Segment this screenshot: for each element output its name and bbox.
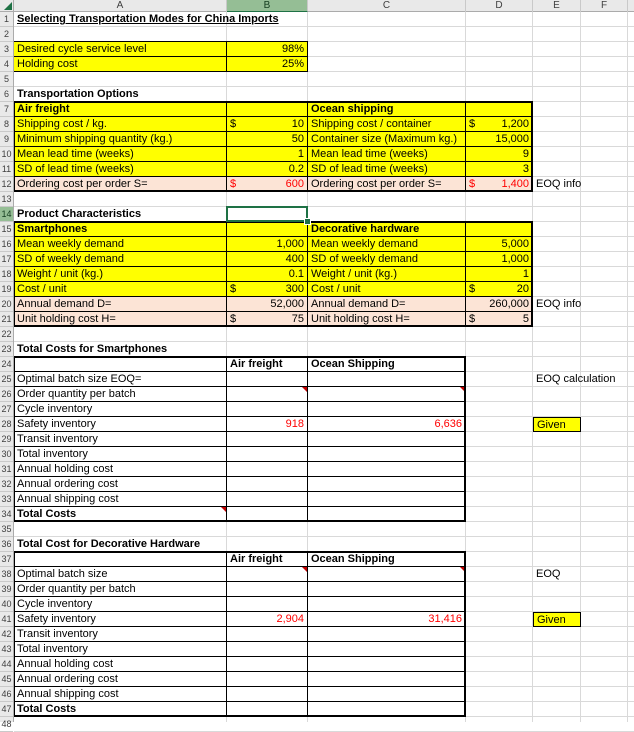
cell-text: Total inventory: [17, 643, 88, 655]
cell-A25[interactable]: [14, 372, 227, 387]
cell-C10[interactable]: [308, 147, 466, 162]
cell-text: Safety inventory: [17, 418, 96, 430]
cell-text: Annual demand D=: [311, 298, 406, 310]
cell-A23[interactable]: [14, 342, 227, 357]
row-header-7[interactable]: 7: [0, 102, 13, 117]
currency-symbol-icon: $: [469, 313, 476, 325]
cell-C20[interactable]: [308, 297, 466, 312]
row-header-24[interactable]: 24: [0, 357, 13, 372]
cell-text: Desired cycle service level: [17, 43, 147, 55]
cell-B44[interactable]: [227, 657, 308, 672]
cell-text: 3: [522, 163, 529, 175]
cell-C19[interactable]: [308, 282, 466, 297]
column-header-A[interactable]: A: [14, 0, 227, 12]
cell-text: Air freight: [17, 103, 70, 115]
cell-text: Shipping cost / container: [311, 118, 432, 130]
cell-B24[interactable]: [227, 357, 308, 372]
cell-text: 25%: [281, 58, 304, 70]
row-header-46[interactable]: 46: [0, 687, 13, 702]
cell-B37[interactable]: [227, 552, 308, 567]
cell-B4[interactable]: [227, 57, 308, 72]
cell-E20[interactable]: [533, 297, 581, 312]
cell-C33[interactable]: [308, 492, 466, 507]
cell-E25[interactable]: [533, 372, 616, 387]
selection-box: [226, 206, 308, 222]
cell-text: 52,000: [270, 298, 304, 310]
cell-E41[interactable]: [533, 612, 581, 627]
cell-text: Optimal batch size EOQ=: [17, 373, 142, 385]
cell-C16[interactable]: [308, 237, 466, 252]
cell-A37[interactable]: [14, 552, 227, 567]
cell-C7[interactable]: [308, 102, 466, 117]
cell-text: Unit holding cost H=: [311, 313, 410, 325]
cell-A17[interactable]: [14, 252, 227, 267]
cell-B8[interactable]: [227, 117, 308, 132]
row-header-2[interactable]: 2: [0, 27, 13, 42]
cell-A38[interactable]: [14, 567, 227, 582]
row-header-1[interactable]: 1: [0, 12, 13, 27]
cell-B34[interactable]: [227, 507, 308, 522]
cell-text: Given: [537, 419, 566, 431]
cell-text: Cost / unit: [17, 283, 67, 295]
comment-indicator-icon: [302, 387, 307, 392]
cell-text: Cycle inventory: [17, 598, 93, 610]
row-header-43[interactable]: 43: [0, 642, 13, 657]
cell-B7[interactable]: [227, 102, 308, 117]
column-header-C[interactable]: C: [308, 0, 466, 12]
row-header-17[interactable]: 17: [0, 252, 13, 267]
cell-text: 260,000: [489, 298, 529, 310]
cell-C32[interactable]: [308, 477, 466, 492]
cell-text: Ordering cost per order S=: [17, 178, 148, 190]
cell-text: 1: [522, 268, 529, 280]
cell-text: 1,000: [501, 253, 529, 265]
currency-symbol-icon: $: [230, 118, 237, 130]
row-header-11[interactable]: 11: [0, 162, 13, 177]
cell-E38[interactable]: [533, 567, 581, 582]
cell-text: Product Characteristics: [17, 208, 142, 220]
cell-text: Total Cost for Decorative Hardware: [17, 538, 201, 550]
cell-B16[interactable]: [227, 237, 308, 252]
row-header-40[interactable]: 40: [0, 597, 13, 612]
cell-text: Total Costs for Smartphones: [17, 343, 168, 355]
cell-A36[interactable]: [14, 537, 227, 552]
cell-C15[interactable]: [308, 222, 466, 237]
cell-D12[interactable]: [466, 177, 533, 192]
cell-D18[interactable]: [466, 267, 533, 282]
row-header-9[interactable]: 9: [0, 132, 13, 147]
cell-text: Weight / unit (kg.): [311, 268, 397, 280]
cell-text: Selecting Transportation Modes for China Imports: [17, 13, 279, 25]
cell-C26[interactable]: [308, 387, 466, 402]
cell-text: SD of lead time (weeks): [311, 163, 428, 175]
cell-A1[interactable]: [14, 12, 279, 27]
cell-C45[interactable]: [308, 672, 466, 687]
currency-symbol-icon: $: [230, 283, 237, 295]
cell-text: Decorative hardware: [311, 223, 420, 235]
cell-A19[interactable]: [14, 282, 227, 297]
cell-B41[interactable]: [227, 612, 308, 627]
row-header-29[interactable]: 29: [0, 432, 13, 447]
cell-A24[interactable]: [14, 357, 227, 372]
cell-A27[interactable]: [14, 402, 227, 417]
cell-text: Container size (Maximum kg.): [311, 133, 458, 145]
row-header-19[interactable]: 19: [0, 282, 13, 297]
cell-A20[interactable]: [14, 297, 227, 312]
row-header-27[interactable]: 27: [0, 402, 13, 417]
cell-text: 9: [522, 148, 529, 160]
cell-B31[interactable]: [227, 462, 308, 477]
cell-C34[interactable]: [308, 507, 466, 522]
column-header-E[interactable]: E: [533, 0, 581, 12]
row-header-38[interactable]: 38: [0, 567, 13, 582]
cell-D11[interactable]: [466, 162, 533, 177]
cell-C17[interactable]: [308, 252, 466, 267]
cell-text: EOQ: [536, 568, 561, 580]
cell-C24[interactable]: [308, 357, 466, 372]
cell-B45[interactable]: [227, 672, 308, 687]
cell-A39[interactable]: [14, 582, 227, 597]
cell-B27[interactable]: [227, 402, 308, 417]
row-header-3[interactable]: 3: [0, 42, 13, 57]
cell-B28[interactable]: [227, 417, 308, 432]
cell-B18[interactable]: [227, 267, 308, 282]
cell-value: 1,400: [501, 178, 529, 190]
row-header-21[interactable]: 21: [0, 312, 13, 327]
cell-D21[interactable]: [466, 312, 533, 327]
row-header-44[interactable]: 44: [0, 657, 13, 672]
cell-C21[interactable]: [308, 312, 466, 327]
row-header-5[interactable]: 5: [0, 72, 13, 87]
cell-A3[interactable]: [14, 42, 227, 57]
cell-text: Annual ordering cost: [17, 673, 118, 685]
cell-A43[interactable]: [14, 642, 227, 657]
cell-C25[interactable]: [308, 372, 466, 387]
cell-A32[interactable]: [14, 477, 227, 492]
row-header-22[interactable]: 22: [0, 327, 13, 342]
cell-text: Annual shipping cost: [17, 493, 119, 505]
row-header-4[interactable]: 4: [0, 57, 13, 72]
row-header-32[interactable]: 32: [0, 477, 13, 492]
cell-C18[interactable]: [308, 267, 466, 282]
cell-B3[interactable]: [227, 42, 308, 57]
cell-text: Mean lead time (weeks): [311, 148, 428, 160]
row-header-26[interactable]: 26: [0, 387, 13, 402]
cell-text: 2,904: [276, 613, 304, 625]
cell-A42[interactable]: [14, 627, 227, 642]
currency-symbol-icon: $: [469, 118, 476, 130]
gridline: [627, 12, 628, 722]
cell-B12[interactable]: [227, 177, 308, 192]
cell-text: 1,000: [276, 238, 304, 250]
cell-A12[interactable]: [14, 177, 227, 192]
row-header-23[interactable]: 23: [0, 342, 13, 357]
cell-C31[interactable]: [308, 462, 466, 477]
row-header-30[interactable]: 30: [0, 447, 13, 462]
row-header-33[interactable]: 33: [0, 492, 13, 507]
cell-value: 20: [516, 283, 529, 295]
cell-C27[interactable]: [308, 402, 466, 417]
row-header-16[interactable]: 16: [0, 237, 13, 252]
row-header-15[interactable]: 15: [0, 222, 13, 237]
row-header-6[interactable]: 6: [0, 87, 13, 102]
cell-D7[interactable]: [466, 102, 533, 117]
cell-A7[interactable]: [14, 102, 227, 117]
row-header-34[interactable]: 34: [0, 507, 13, 522]
cell-C47[interactable]: [308, 702, 466, 717]
row-header-10[interactable]: 10: [0, 147, 13, 162]
cell-A9[interactable]: [14, 132, 227, 147]
cell-B20[interactable]: [227, 297, 308, 312]
cell-A21[interactable]: [14, 312, 227, 327]
cell-text: Transportation Options: [17, 88, 139, 100]
cell-text: Mean weekly demand: [17, 238, 125, 250]
cell-B17[interactable]: [227, 252, 308, 267]
cell-C46[interactable]: [308, 687, 466, 702]
cell-A8[interactable]: [14, 117, 227, 132]
cell-B43[interactable]: [227, 642, 308, 657]
cell-A40[interactable]: [14, 597, 227, 612]
cell-B32[interactable]: [227, 477, 308, 492]
row-header-37[interactable]: 37: [0, 552, 13, 567]
cell-text: Air freight: [230, 358, 283, 370]
select-all-triangle-icon: [4, 2, 12, 10]
cell-A31[interactable]: [14, 462, 227, 477]
cell-A26[interactable]: [14, 387, 227, 402]
cell-C41[interactable]: [308, 612, 466, 627]
cell-C37[interactable]: [308, 552, 466, 567]
cell-A44[interactable]: [14, 657, 227, 672]
cell-text: Cycle inventory: [17, 403, 93, 415]
cell-A41[interactable]: [14, 612, 227, 627]
cell-D17[interactable]: [466, 252, 533, 267]
cell-text: Mean weekly demand: [311, 238, 419, 250]
cell-A47[interactable]: [14, 702, 227, 717]
cell-D16[interactable]: [466, 237, 533, 252]
cell-A18[interactable]: [14, 267, 227, 282]
column-header-B[interactable]: B: [227, 0, 308, 12]
cell-A33[interactable]: [14, 492, 227, 507]
cell-text: 0.1: [288, 268, 304, 280]
cell-C39[interactable]: [308, 582, 466, 597]
cell-text: Optimal batch size: [17, 568, 108, 580]
cell-text: Annual demand D=: [17, 298, 112, 310]
column-header-D[interactable]: D: [466, 0, 533, 12]
cell-B33[interactable]: [227, 492, 308, 507]
cell-text: Total Costs: [17, 703, 77, 715]
cell-text: EOQ info: [536, 178, 582, 190]
cell-text: Weight / unit (kg.): [17, 268, 103, 280]
cell-text: Cost / unit: [311, 283, 361, 295]
cell-B40[interactable]: [227, 597, 308, 612]
cell-C28[interactable]: [308, 417, 466, 432]
cell-text: Ocean shipping: [311, 103, 394, 115]
cell-C44[interactable]: [308, 657, 466, 672]
cell-A30[interactable]: [14, 447, 227, 462]
cell-text: Ocean Shipping: [311, 358, 395, 370]
cell-text: Total Costs: [17, 508, 77, 520]
cell-B42[interactable]: [227, 627, 308, 642]
cell-C12[interactable]: [308, 177, 466, 192]
cell-text: 5,000: [501, 238, 529, 250]
row-header-35[interactable]: 35: [0, 522, 13, 537]
cell-text: Smartphones: [17, 223, 88, 235]
cell-C30[interactable]: [308, 447, 466, 462]
cell-B15[interactable]: [227, 222, 308, 237]
row-header-18[interactable]: 18: [0, 267, 13, 282]
cell-B47[interactable]: [227, 702, 308, 717]
cell-text: Annual ordering cost: [17, 478, 118, 490]
row-header-12[interactable]: 12: [0, 177, 13, 192]
cell-text: Holding cost: [17, 58, 78, 70]
cell-text: Annual shipping cost: [17, 688, 119, 700]
cell-text: EOQ calculation: [536, 373, 616, 385]
cell-text: 50: [291, 133, 304, 145]
cell-text: Shipping cost / kg.: [17, 118, 107, 130]
cell-text: Safety inventory: [17, 613, 96, 625]
currency-symbol-icon: $: [230, 313, 237, 325]
fill-handle[interactable]: [304, 218, 311, 225]
cell-C11[interactable]: [308, 162, 466, 177]
cell-text: 6,636: [434, 418, 462, 430]
cell-text: Ordering cost per order S=: [311, 178, 442, 190]
cell-text: Order quantity per batch: [17, 388, 136, 400]
cell-A14[interactable]: [14, 207, 227, 222]
row-header-41[interactable]: 41: [0, 612, 13, 627]
cell-C8[interactable]: [308, 117, 466, 132]
cell-value: 5: [522, 313, 529, 325]
cell-text: SD of weekly demand: [311, 253, 418, 265]
cell-text: 15,000: [495, 133, 529, 145]
cell-A15[interactable]: [14, 222, 227, 237]
row-header-39[interactable]: 39: [0, 582, 13, 597]
row-header-45[interactable]: 45: [0, 672, 13, 687]
cell-C38[interactable]: [308, 567, 466, 582]
cell-B29[interactable]: [227, 432, 308, 447]
row-header-28[interactable]: 28: [0, 417, 13, 432]
cell-text: Transit inventory: [17, 433, 98, 445]
row-header-25[interactable]: 25: [0, 372, 13, 387]
cell-D15[interactable]: [466, 222, 533, 237]
cell-value: 1,200: [501, 118, 529, 130]
cell-B46[interactable]: [227, 687, 308, 702]
cell-A34[interactable]: [14, 507, 227, 522]
cell-text: Order quantity per batch: [17, 583, 136, 595]
cell-value: 75: [291, 313, 304, 325]
cell-D8[interactable]: [466, 117, 533, 132]
cell-text: 918: [285, 418, 304, 430]
cell-A6[interactable]: [14, 87, 227, 102]
cell-C40[interactable]: [308, 597, 466, 612]
cell-text: Given: [537, 614, 566, 626]
row-headers: [0, 12, 14, 729]
cell-text: Air freight: [230, 553, 283, 565]
cell-text: 400: [285, 253, 304, 265]
row-header-13[interactable]: 13: [0, 192, 13, 207]
comment-indicator-icon: [221, 507, 226, 512]
cell-B38[interactable]: [227, 567, 308, 582]
cell-C43[interactable]: [308, 642, 466, 657]
currency-symbol-icon: $: [230, 178, 237, 190]
cell-B11[interactable]: [227, 162, 308, 177]
cell-D19[interactable]: [466, 282, 533, 297]
cell-text: 31,416: [428, 613, 462, 625]
row-header-8[interactable]: 8: [0, 117, 13, 132]
cell-text: Transit inventory: [17, 628, 98, 640]
cell-B30[interactable]: [227, 447, 308, 462]
cell-B39[interactable]: [227, 582, 308, 597]
cell-E12[interactable]: [533, 177, 581, 192]
row-header-14[interactable]: 14: [0, 207, 13, 222]
currency-symbol-icon: $: [469, 178, 476, 190]
cell-text: Minimum shipping quantity (kg.): [17, 133, 173, 145]
row-header-36[interactable]: 36: [0, 537, 13, 552]
cell-text: Ocean Shipping: [311, 553, 395, 565]
cell-text: 98%: [281, 43, 304, 55]
cell-B21[interactable]: [227, 312, 308, 327]
cell-D9[interactable]: [466, 132, 533, 147]
cell-A4[interactable]: [14, 57, 227, 72]
cell-A45[interactable]: [14, 672, 227, 687]
cell-C42[interactable]: [308, 627, 466, 642]
comment-indicator-icon: [460, 567, 465, 572]
row-header-47[interactable]: 47: [0, 702, 13, 717]
cell-B19[interactable]: [227, 282, 308, 297]
cell-A10[interactable]: [14, 147, 227, 162]
cell-A11[interactable]: [14, 162, 227, 177]
cell-C29[interactable]: [308, 432, 466, 447]
cell-text: 0.2: [288, 163, 304, 175]
select-all-corner[interactable]: [0, 0, 14, 12]
cell-text: Unit holding cost H=: [17, 313, 116, 325]
cell-C9[interactable]: [308, 132, 466, 147]
cell-text: Total inventory: [17, 448, 88, 460]
cell-value: 600: [285, 178, 304, 190]
row-header-42[interactable]: 42: [0, 627, 13, 642]
cell-E28[interactable]: [533, 417, 581, 432]
cell-A29[interactable]: [14, 432, 227, 447]
comment-indicator-icon: [460, 387, 465, 392]
cell-A16[interactable]: [14, 237, 227, 252]
cell-text: SD of lead time (weeks): [17, 163, 134, 175]
cell-text: SD of weekly demand: [17, 253, 124, 265]
cell-text: Mean lead time (weeks): [17, 148, 134, 160]
cell-B9[interactable]: [227, 132, 308, 147]
column-header-F[interactable]: F: [581, 0, 628, 12]
currency-symbol-icon: $: [469, 283, 476, 295]
cell-text: 1: [297, 148, 304, 160]
cell-A46[interactable]: [14, 687, 227, 702]
cell-value: 300: [285, 283, 304, 295]
cell-D20[interactable]: [466, 297, 533, 312]
cell-B25[interactable]: [227, 372, 308, 387]
cell-value: 10: [291, 118, 304, 130]
cell-A28[interactable]: [14, 417, 227, 432]
cell-B26[interactable]: [227, 387, 308, 402]
row-header-20[interactable]: 20: [0, 297, 13, 312]
cell-text: Annual holding cost: [17, 463, 114, 475]
row-header-31[interactable]: 31: [0, 462, 13, 477]
cell-text: EOQ info: [536, 298, 582, 310]
comment-indicator-icon: [302, 567, 307, 572]
cell-B10[interactable]: [227, 147, 308, 162]
cell-text: Annual holding cost: [17, 658, 114, 670]
column-headers: [0, 0, 634, 12]
row-header-48[interactable]: 48: [0, 717, 13, 732]
cell-D10[interactable]: [466, 147, 533, 162]
